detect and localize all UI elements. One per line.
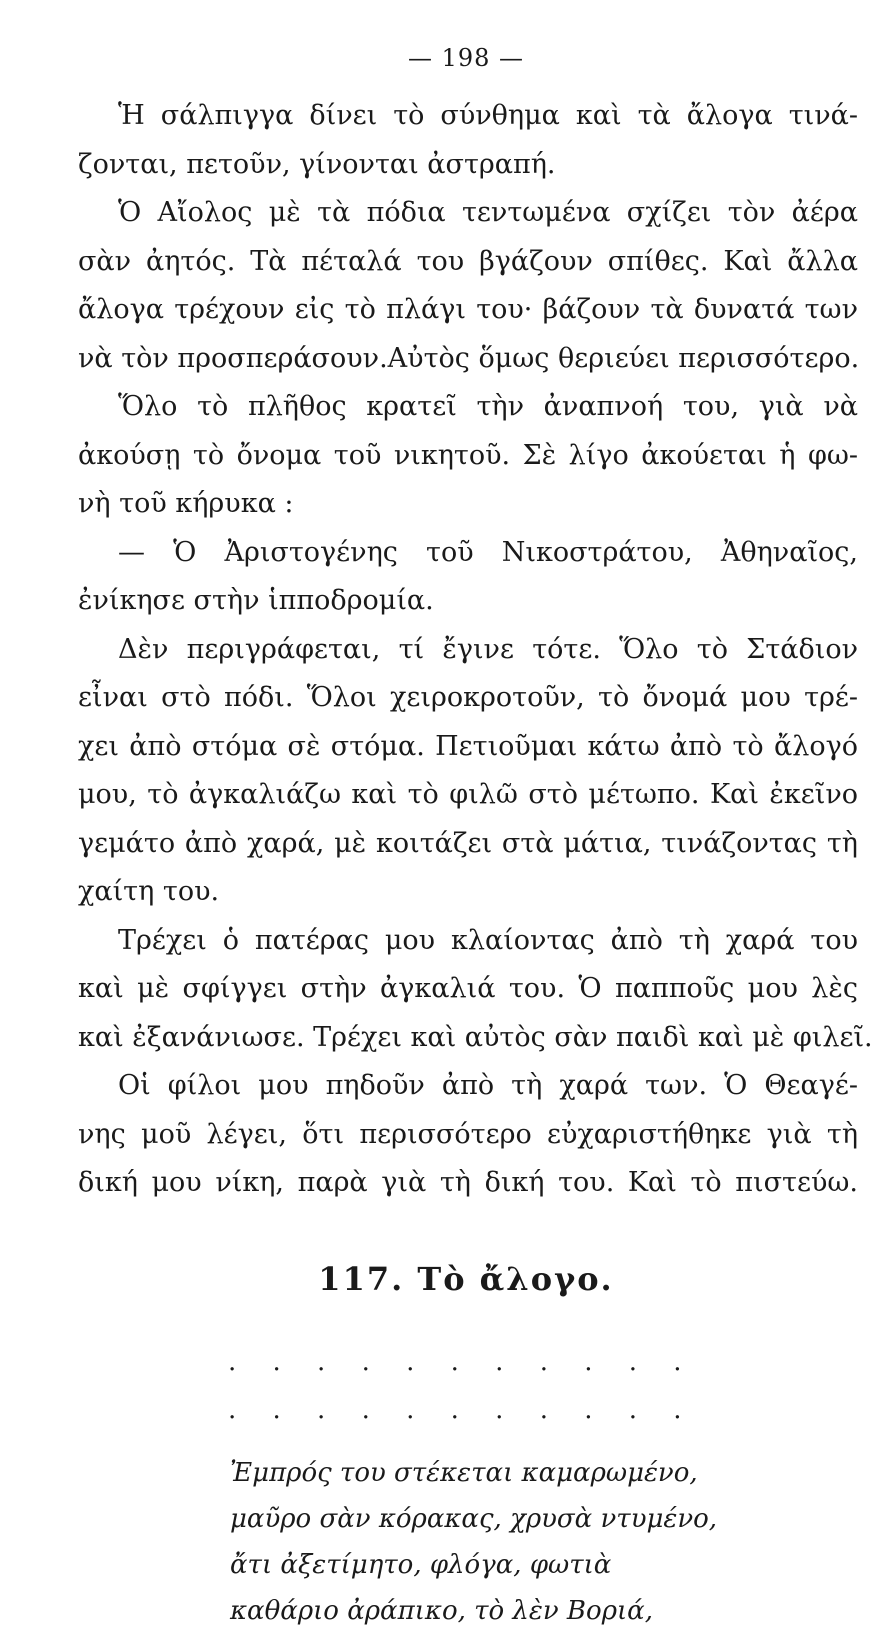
section-heading: 117. Τὸ ἄλογο. bbox=[318, 1259, 614, 1298]
text-line: καὶ ἐξανάνιωσε. Τρέχει καὶ αὐτὸς σὰν παιδὶ καὶ μὲ φιλεῖ. bbox=[78, 1021, 873, 1053]
text-line: Ὅλο τὸ πλῆθος κρατεῖ τὴν ἀναπνοή του, γιὰ νὰ bbox=[118, 391, 858, 422]
ellipsis-row: . . . . . . . . . . . bbox=[228, 1394, 696, 1425]
text-line: νης μοῦ λέγει, ὅτι περισσότερο εὐχαριστήθηκε γιὰ τὴ bbox=[78, 1118, 858, 1150]
text-line: ἀκούσῃ τὸ ὄνομα τοῦ νικητοῦ. Σὲ λίγο ἀκούεται ἡ φω- bbox=[78, 439, 858, 471]
text-line: χει ἀπὸ στόμα σὲ στόμα. Πετιοῦμαι κάτω ἀπὸ τὸ ἄλογό bbox=[78, 730, 858, 762]
text-line: δική μου νίκη, παρὰ γιὰ τὴ δική του. Καὶ τὸ πιστεύω. bbox=[78, 1167, 858, 1198]
text-line: Ἡ σάλπιγγα δίνει τὸ σύνθημα καὶ τὰ ἄλογα τινά- bbox=[118, 100, 858, 131]
page-number: — 198 — bbox=[407, 44, 525, 72]
text-line: ζονται, πετοῦν, γίνονται ἀστραπή. bbox=[78, 148, 556, 180]
text-line: ἐνίκησε στὴν ἱπποδρομία. bbox=[78, 585, 434, 616]
text-line: χαίτη του. bbox=[78, 876, 220, 907]
poem-excerpt bbox=[78, 1450, 854, 1634]
text-line: εἶναι στὸ πόδι. Ὅλοι χειροκροτοῦν, τὸ ὄνομά μου τρέ- bbox=[78, 682, 858, 713]
text-line: γεμάτο ἀπὸ χαρά, μὲ κοιτάζει στὰ μάτια, τινάζοντας τὴ bbox=[78, 827, 858, 859]
text-line: καὶ μὲ σφίγγει στὴν ἀγκαλιά του. Ὁ παπποῦς μου λὲς bbox=[78, 973, 858, 1004]
text-line: ἄλογα τρέχουν εἰς τὸ πλάγι του· βάζουν τὰ δυνατά των bbox=[78, 294, 858, 325]
text-line: Ὁ Αἴολος μὲ τὰ πόδια τεντωμένα σχίζει τὸν ἀέρα bbox=[118, 197, 858, 228]
poem-line: ἄτι ἀξετίμητο, φλόγα, φωτιὰ bbox=[230, 1549, 612, 1580]
body-text bbox=[78, 92, 873, 1208]
poem-line: καθάριο ἀράπικο, τὸ λὲν Βοριά, bbox=[230, 1595, 653, 1626]
text-line: σὰν ἀητός. Τὰ πέταλά του βγάζουν σπίθες. Καὶ ἄλλα bbox=[78, 245, 858, 277]
text-line: Τρέχει ὁ πατέρας μου κλαίοντας ἀπὸ τὴ χαρά του bbox=[118, 924, 858, 956]
ellipsis-row: . . . . . . . . . . . bbox=[228, 1346, 696, 1377]
poem-line: μαῦρο σὰν κόρακας, χρυσὰ ντυμένο, bbox=[230, 1503, 718, 1534]
text-line: Οἱ φίλοι μου πηδοῦν ἀπὸ τὴ χαρά των. Ὁ Θεαγέ- bbox=[118, 1070, 858, 1101]
text-line: Δὲν περιγράφεται, τί ἔγινε τότε. Ὅλο τὸ Στάδιον bbox=[118, 633, 858, 665]
text-line: νὰ τὸν προσπεράσουν.Αὐτὸς ὅμως θεριεύει περισσότερο. bbox=[78, 342, 860, 374]
text-line: νὴ τοῦ κήρυκα : bbox=[78, 488, 294, 519]
text-line: — Ὁ Ἀριστογένης τοῦ Νικοστράτου, Ἀθηναῖος, bbox=[118, 536, 858, 568]
poem-line: Ἐμπρός του στέκεται καμαρωμένο, bbox=[230, 1457, 698, 1488]
text-line: μου, τὸ ἀγκαλιάζω καὶ τὸ φιλῶ στὸ μέτωπο. Καὶ ἐκεῖνο bbox=[78, 779, 858, 810]
